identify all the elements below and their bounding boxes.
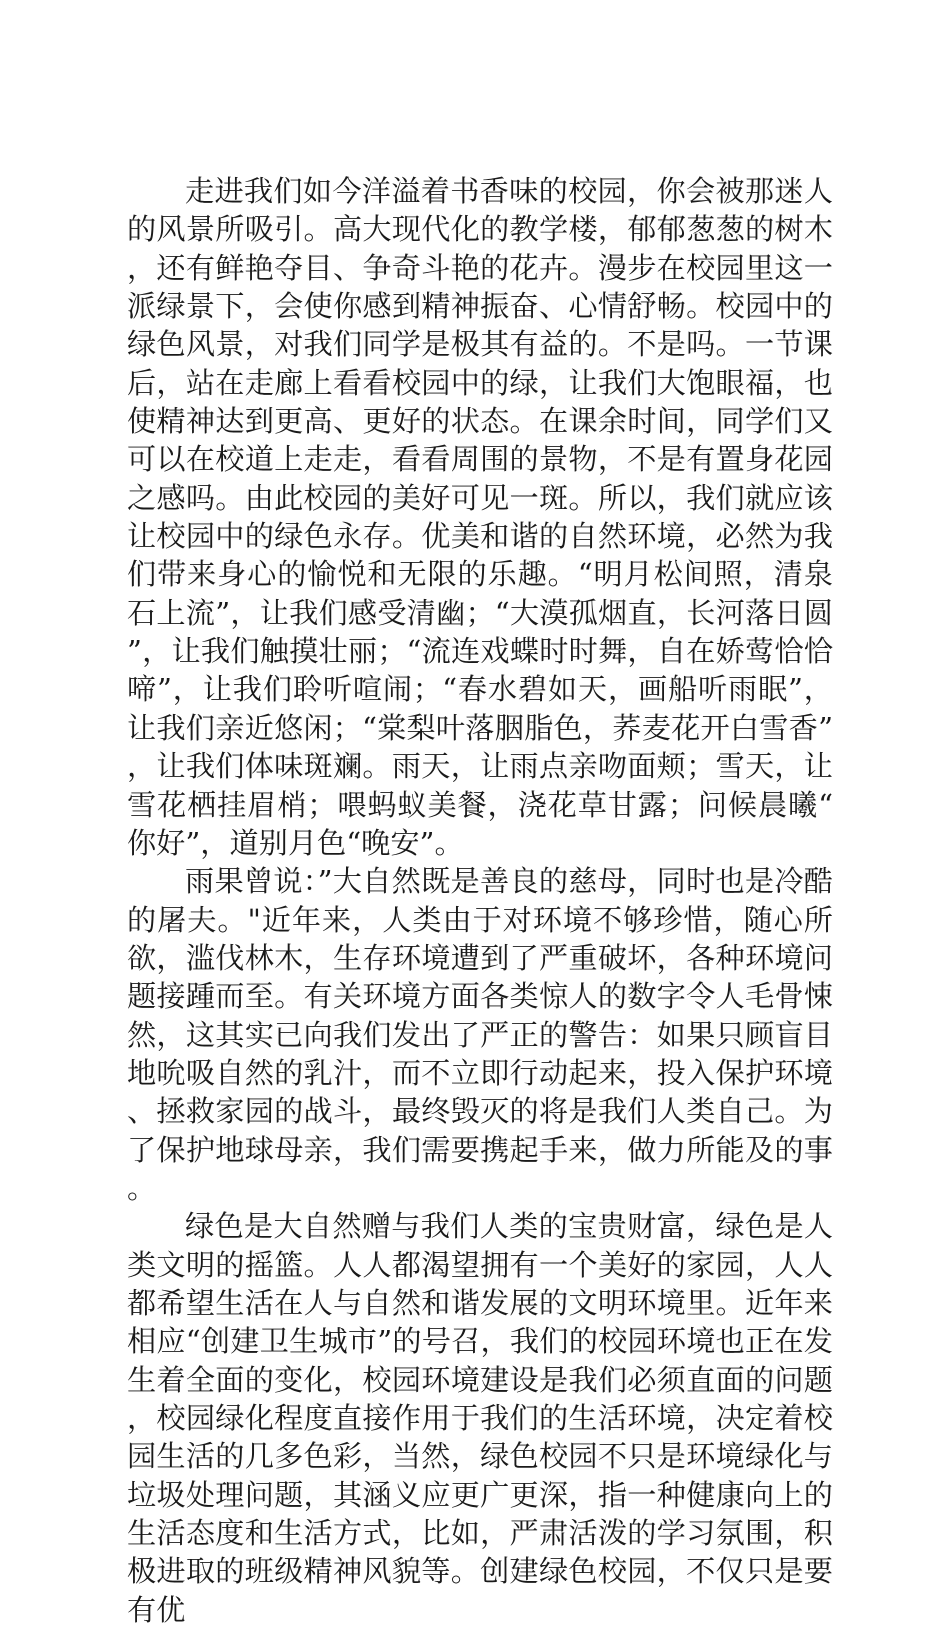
- paragraph-hugo-quote: 雨果曾说：”大自然既是善良的慈母，同时也是冷酷的屠夫。"近年来，人类由于对环境不够珍惜，随心所欲，滥伐林木，生存环境遭到了严重破坏，各种环境问题接踵而至。有关环境方面各类惊人的数字令人毛骨悚然，这其实已向我们发出了严正的警告：如果只顾盲目地吮吸自然的乳汁，而不立即行动起来，投入保护环境、拯救家园的战斗，最终毁灭的将是我们人类自己。为了保护地球母亲，我们需要携起手来，做力所能及的事。: [127, 864, 833, 1205]
- document-body: [127, 172, 833, 1629]
- paragraph-green-wealth: 绿色是大自然赠与我们人类的宝贵财富，绿色是人类文明的摇篮。人人都渴望拥有一个美好的家园，人人都希望生活在人与自然和谐发展的文明环境里。近年来相应“创建卫生城市”的号召，我们的校园环境也正在发生着全面的变化，校园环境建设是我们必须直面的问题，校园绿化程度直接作用于我们的生活环境，决定着校园生活的几多色彩，当然，绿色校园不只是环境绿化与垃圾处理问题，其涵义应更广更深，指一种健康向上的生活态度和生活方式，比如，严肃活泼的学习氛围，积极进取的班级精神风貌等。创建绿色校园，不仅只是要有优: [127, 1209, 833, 1627]
- paragraph-campus-scenery: 走进我们如今洋溢着书香味的校园，你会被那迷人的风景所吸引。高大现代化的教学楼，郁郁葱葱的树木，还有鲜艳夺目、争奇斗艳的花卉。漫步在校园里这一派绿景下，会使你感到精神振奋、心情舒畅。校园中的绿色风景，对我们同学是极其有益的。不是吗。一节课后，站在走廊上看看校园中的绿，让我们大饱眼福，也使精神达到更高、更好的状态。在课余时间，同学们又可以在校道上走走，看看周围的景物，不是有置身花园之感吗。由此校园的美好可见一斑。所以，我们就应该让校园中的绿色永存。优美和谐的自然环境，必然为我们带来身心的愉悦和无限的乐趣。“明月松间照，清泉石上流”，让我们感受清幽；“大漠孤烟直，长河落日圆”，让我们触摸壮丽；“流连戏蝶时时舞，自在娇莺恰恰啼”，让我们聆听喧闹；“春水碧如天，画船听雨眠”，让我们亲近悠闲；“棠梨叶落胭脂色，荞麦花开白雪香”，让我们体味斑斓。雨天，让雨点亲吻面颊；雪天，让雪花栖挂眉梢；喂蚂蚁美餐，浇花草甘露；问候晨曦“你好”，道别月色“晚安”。: [127, 174, 833, 860]
